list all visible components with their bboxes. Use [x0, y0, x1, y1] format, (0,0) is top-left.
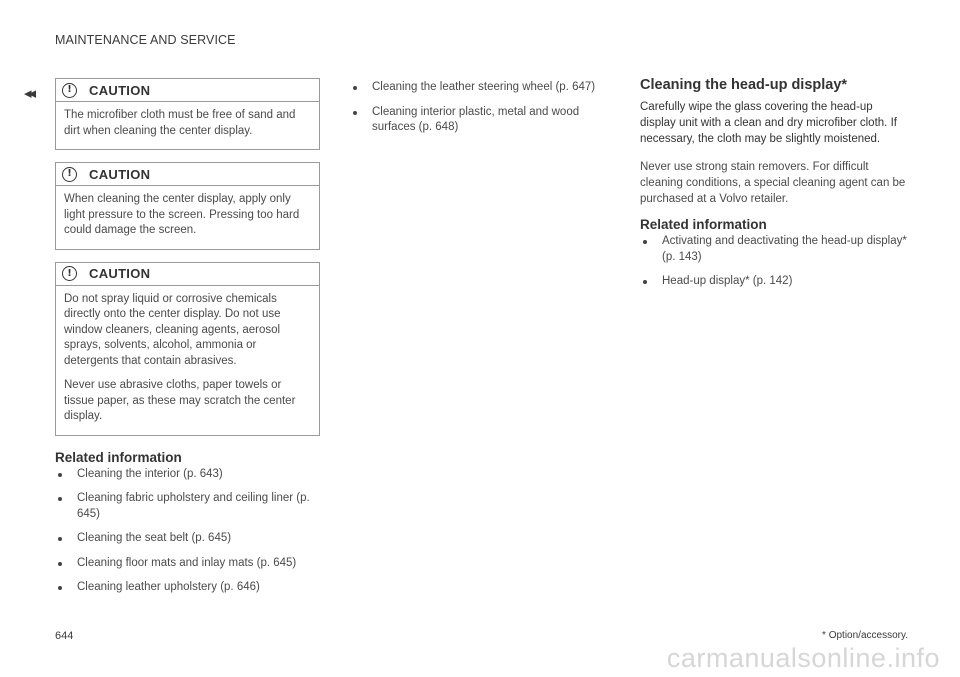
related-link[interactable]: Head-up display* (p. 142): [640, 274, 908, 290]
caution-text: Do not spray liquid or corrosive chemicals directly onto the center display. Do not use window cleaners, cleaning agents, aerosol sprays, solvents, alcohol, ammonia or detergents that contain abrasives.: [64, 292, 281, 367]
option-footnote: * Option/accessory.: [822, 630, 908, 641]
warning-icon: !: [62, 83, 77, 98]
related-link[interactable]: Cleaning floor mats and inlay mats (p. 645): [55, 556, 320, 572]
right-column: [640, 77, 908, 299]
middle-column: [350, 80, 615, 145]
related-links-list: [55, 467, 320, 596]
caution-body: [56, 186, 319, 249]
hud-lead-paragraph: Carefully wipe the glass covering the head-up display unit with a clean and dry microfiber cloth. If necessary, the cloth may be slightly moistened.: [640, 101, 897, 145]
related-information-heading: Related information: [640, 217, 767, 232]
page-number: 644: [55, 630, 74, 642]
section-header: MAINTENANCE AND SERVICE: [55, 33, 236, 47]
caution-box: [55, 78, 320, 150]
related-link[interactable]: Cleaning leather upholstery (p. 646): [55, 580, 320, 596]
related-link[interactable]: Cleaning the leather steering wheel (p. 647): [350, 80, 615, 96]
caution-header: [56, 263, 319, 286]
caution-text: When cleaning the center display, apply only light pressure to the screen. Pressing too hard could damage the screen.: [64, 193, 300, 236]
caution-text: Never use abrasive cloths, paper towels or tissue paper, as these may scratch the center display.: [64, 379, 296, 422]
warning-icon: !: [62, 167, 77, 182]
related-link[interactable]: Cleaning interior plastic, metal and wood surfaces (p. 648): [350, 105, 615, 136]
caution-body: [56, 102, 319, 149]
caution-header: [56, 163, 319, 186]
warning-icon: !: [62, 266, 77, 281]
watermark: carmanualsonline.info: [666, 643, 940, 673]
hud-body-paragraph: Never use strong stain removers. For difficult cleaning conditions, a special cleaning agent can be purchased at a Volvo retailer.: [640, 161, 906, 205]
caution-body: [56, 286, 319, 435]
caution-box: [55, 262, 320, 436]
hud-related-links-list: [640, 234, 908, 290]
related-link[interactable]: Cleaning the interior (p. 643): [55, 467, 320, 483]
left-column: [55, 78, 320, 605]
caution-box: [55, 162, 320, 250]
caution-title: CAUTION: [89, 82, 151, 98]
caution-title: CAUTION: [89, 266, 151, 281]
hud-section-title: Cleaning the head-up display*: [640, 77, 848, 93]
caution-header: [56, 79, 319, 102]
related-information-heading: Related information: [55, 449, 182, 465]
caution-title: CAUTION: [89, 166, 151, 182]
related-link[interactable]: Cleaning fabric upholstery and ceiling liner (p. 645): [55, 491, 320, 522]
related-links-list-continued: [350, 80, 615, 136]
related-link[interactable]: Activating and deactivating the head-up display* (p. 143): [640, 234, 908, 265]
caution-text: The microfiber cloth must be free of sand and dirt when cleaning the center display.: [64, 109, 296, 137]
related-link[interactable]: Cleaning the seat belt (p. 645): [55, 531, 320, 547]
continued-arrows-icon: ◂◂: [24, 85, 34, 102]
